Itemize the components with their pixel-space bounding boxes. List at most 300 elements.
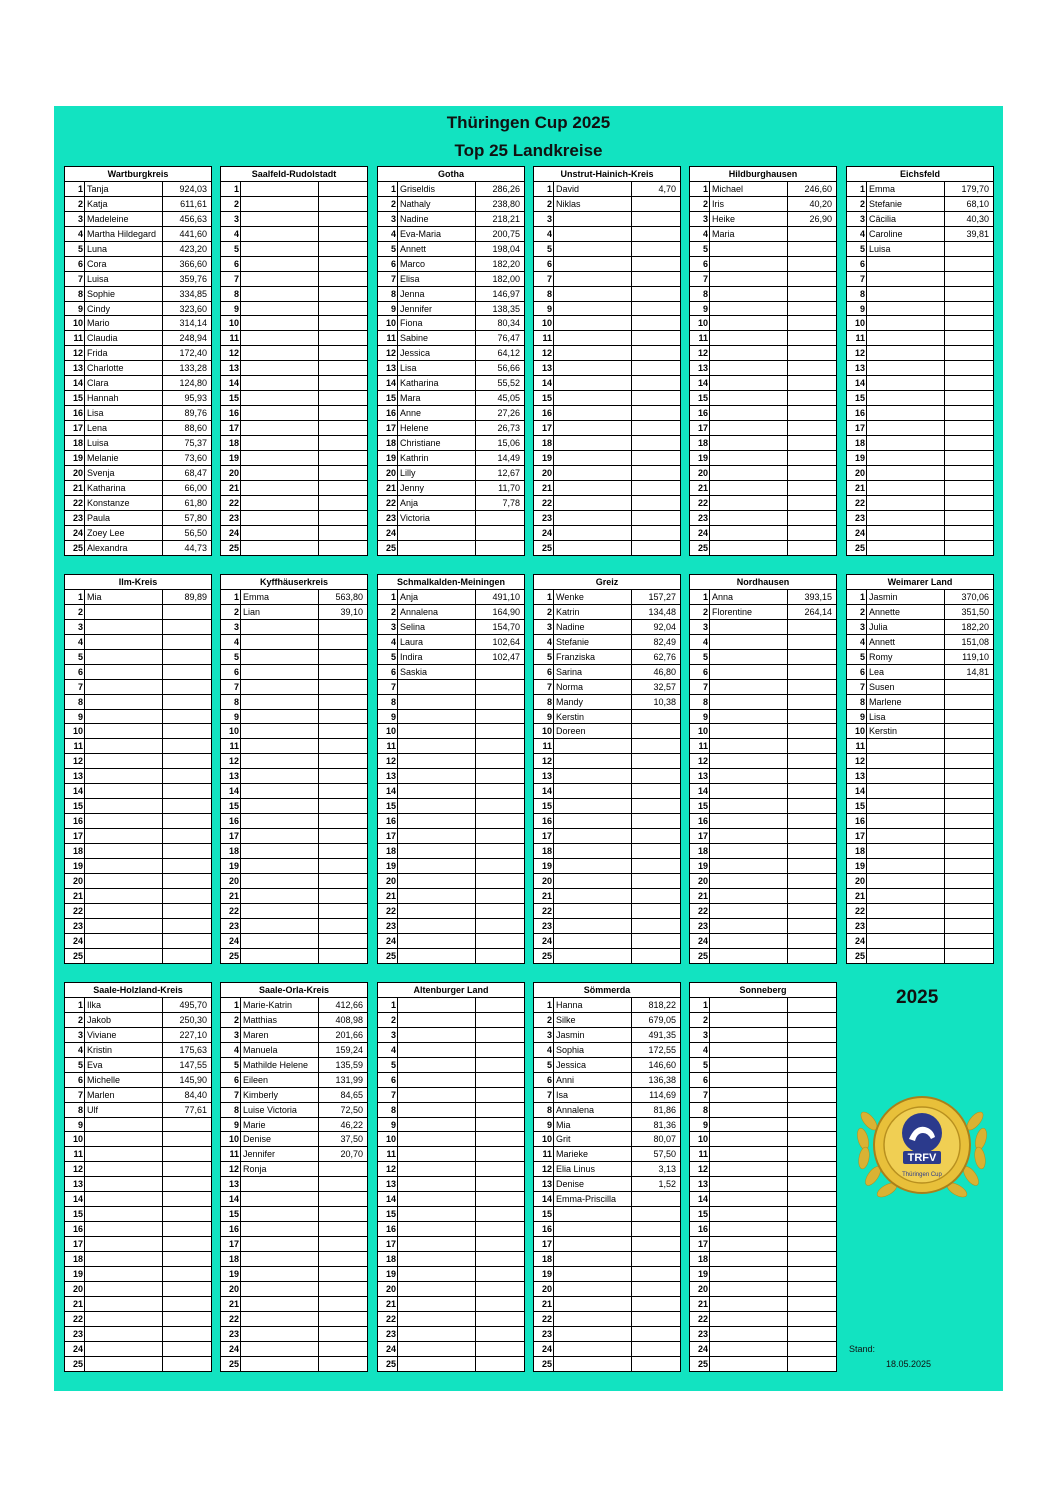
- table-row: [378, 904, 524, 919]
- rank-cell: 18: [534, 844, 554, 858]
- table-row: [534, 650, 680, 665]
- rank-cell: 15: [378, 1207, 398, 1221]
- table-row: [65, 754, 211, 769]
- points-cell: [945, 934, 991, 948]
- rank-cell: 15: [65, 391, 85, 405]
- rank-cell: 16: [534, 406, 554, 420]
- name-cell: Annalena: [398, 605, 476, 619]
- table-row: [534, 1118, 680, 1133]
- points-cell: 62,76: [653, 651, 676, 662]
- rank-cell: 13: [221, 1177, 241, 1191]
- points-cell: 179,70: [961, 184, 989, 194]
- table-row: [690, 197, 836, 212]
- points-cell: [788, 799, 834, 813]
- points-cell: 46,22: [340, 1119, 363, 1130]
- points-cell: [788, 784, 834, 798]
- district-name: Saale-Orla-Kreis: [221, 983, 367, 998]
- points-cell: 323,60: [179, 303, 207, 314]
- name-cell: [398, 1013, 476, 1027]
- points-cell: [476, 680, 522, 694]
- table-row: [65, 1162, 211, 1177]
- points-cell: [319, 829, 365, 843]
- rank-cell: 23: [65, 1327, 85, 1341]
- points-cell: [163, 724, 209, 738]
- points-cell: [788, 1162, 834, 1176]
- rank-cell: 10: [65, 724, 85, 738]
- name-cell: Emma-Priscilla: [554, 1192, 632, 1206]
- rank-cell: 25: [378, 541, 398, 556]
- rank-cell: 2: [690, 1013, 710, 1027]
- table-row: [378, 590, 524, 605]
- points-cell: [632, 1237, 678, 1251]
- table-row: [690, 1282, 836, 1297]
- table-row: [534, 1252, 680, 1267]
- table-row: [847, 769, 993, 784]
- points-cell: 80,07: [653, 1134, 676, 1145]
- name-cell: [85, 1252, 163, 1266]
- rank-cell: 19: [378, 1267, 398, 1281]
- rank-cell: 25: [847, 541, 867, 556]
- points-cell: 136,38: [648, 1074, 676, 1085]
- name-cell: Katrin: [554, 605, 632, 619]
- rank-cell: 10: [65, 1132, 85, 1146]
- points-cell: [788, 496, 834, 510]
- points-cell: [945, 695, 991, 709]
- rank-cell: 15: [534, 1207, 554, 1221]
- rank-cell: 6: [221, 665, 241, 679]
- points-cell: [163, 1162, 209, 1176]
- name-cell: [710, 1237, 788, 1251]
- name-cell: [398, 710, 476, 724]
- name-cell: Marlene: [867, 695, 945, 709]
- table-row: [221, 182, 367, 197]
- table-row: [65, 829, 211, 844]
- table-row: [847, 919, 993, 934]
- rank-cell: 24: [221, 934, 241, 948]
- rank-cell: 13: [378, 769, 398, 783]
- district-table: [846, 166, 994, 556]
- table-row: [847, 590, 993, 605]
- table-row: [378, 197, 524, 212]
- rank-cell: 15: [534, 799, 554, 813]
- points-cell: [163, 650, 209, 664]
- points-cell: [163, 1267, 209, 1281]
- points-cell: [632, 376, 678, 390]
- table-row: [65, 1132, 211, 1147]
- rank-cell: 20: [690, 874, 710, 888]
- name-cell: Paula: [85, 511, 163, 525]
- points-cell: 151,08: [961, 636, 989, 647]
- name-cell: [241, 272, 319, 286]
- name-cell: [710, 287, 788, 301]
- rank-cell: 8: [378, 287, 398, 301]
- rank-cell: 5: [690, 242, 710, 256]
- table-row: [221, 769, 367, 784]
- table-row: [65, 391, 211, 406]
- table-row: [690, 1103, 836, 1118]
- rank-cell: 6: [65, 665, 85, 679]
- rank-cell: 21: [65, 1297, 85, 1311]
- rank-cell: 16: [534, 1222, 554, 1236]
- table-row: [534, 406, 680, 421]
- rank-cell: 4: [221, 1043, 241, 1057]
- points-cell: [476, 1088, 522, 1102]
- name-cell: Lea: [867, 665, 945, 679]
- table-row: [221, 998, 367, 1013]
- name-cell: [554, 829, 632, 843]
- rank-cell: 17: [221, 829, 241, 843]
- name-cell: Michelle: [85, 1073, 163, 1087]
- name-cell: Mara: [398, 391, 476, 405]
- table-row: [847, 421, 993, 436]
- points-cell: [163, 829, 209, 843]
- table-row: [378, 635, 524, 650]
- points-cell: [632, 421, 678, 435]
- points-cell: [632, 1267, 678, 1281]
- name-cell: [85, 949, 163, 964]
- table-row: [378, 665, 524, 680]
- points-cell: [788, 949, 834, 964]
- points-cell: 80,34: [497, 318, 520, 329]
- points-cell: [632, 769, 678, 783]
- rank-cell: 3: [221, 1028, 241, 1042]
- table-row: [847, 197, 993, 212]
- name-cell: [554, 466, 632, 480]
- district-table: [689, 982, 837, 1372]
- name-cell: [710, 257, 788, 271]
- name-cell: [241, 904, 319, 918]
- table-row: [65, 998, 211, 1013]
- rank-cell: 16: [378, 814, 398, 828]
- rank-cell: 22: [847, 496, 867, 510]
- trfv-logo-icon: [847, 1081, 997, 1211]
- name-cell: Madeleine: [85, 212, 163, 226]
- district-table: [846, 574, 994, 964]
- points-cell: [476, 799, 522, 813]
- table-row: [221, 1207, 367, 1222]
- table-row: [378, 1028, 524, 1043]
- rank-cell: 4: [690, 1043, 710, 1057]
- name-cell: [710, 361, 788, 375]
- table-row: [534, 1222, 680, 1237]
- points-cell: [945, 451, 991, 465]
- rank-cell: 20: [221, 874, 241, 888]
- table-row: [690, 998, 836, 1013]
- points-cell: 39,10: [340, 606, 363, 617]
- table-row: [378, 710, 524, 725]
- table-row: [65, 739, 211, 754]
- points-cell: [476, 739, 522, 753]
- name-cell: [398, 1043, 476, 1057]
- table-row: [690, 814, 836, 829]
- table-row: [221, 784, 367, 799]
- table-row: [690, 346, 836, 361]
- name-cell: [241, 769, 319, 783]
- points-cell: 133,28: [179, 363, 207, 374]
- points-cell: [476, 1267, 522, 1281]
- name-cell: [867, 541, 945, 556]
- table-row: [534, 496, 680, 511]
- table-row: [534, 1192, 680, 1207]
- table-row: [221, 436, 367, 451]
- name-cell: [241, 799, 319, 813]
- name-cell: [710, 346, 788, 360]
- name-cell: [85, 1237, 163, 1251]
- points-cell: [788, 1177, 834, 1191]
- rank-cell: 24: [690, 934, 710, 948]
- name-cell: [398, 934, 476, 948]
- rank-cell: 5: [378, 1058, 398, 1072]
- name-cell: [554, 859, 632, 873]
- name-cell: [241, 695, 319, 709]
- name-cell: [85, 650, 163, 664]
- rank-cell: 9: [65, 302, 85, 316]
- rank-cell: 10: [690, 724, 710, 738]
- table-row: [847, 391, 993, 406]
- points-cell: [163, 1147, 209, 1161]
- table-row: [221, 650, 367, 665]
- table-row: [690, 436, 836, 451]
- name-cell: [710, 1177, 788, 1191]
- points-cell: 11,70: [498, 482, 520, 493]
- rank-cell: 18: [534, 436, 554, 450]
- table-row: [378, 829, 524, 844]
- points-cell: [945, 874, 991, 888]
- table-row: [378, 1177, 524, 1192]
- points-cell: [163, 1327, 209, 1341]
- name-cell: [710, 481, 788, 495]
- name-cell: [554, 1357, 632, 1372]
- table-row: [378, 257, 524, 272]
- name-cell: [710, 1312, 788, 1326]
- points-cell: 393,15: [804, 592, 832, 602]
- table-row: [221, 1162, 367, 1177]
- table-row: [534, 829, 680, 844]
- rank-cell: 15: [847, 391, 867, 405]
- rank-cell: 21: [378, 481, 398, 495]
- rank-cell: 8: [534, 287, 554, 301]
- rank-cell: 20: [690, 466, 710, 480]
- table-row: [378, 182, 524, 197]
- points-cell: [632, 242, 678, 256]
- rank-cell: 4: [690, 635, 710, 649]
- points-cell: [632, 754, 678, 768]
- points-cell: [945, 316, 991, 330]
- table-row: [65, 605, 211, 620]
- rank-cell: 24: [65, 1342, 85, 1356]
- rank-cell: 22: [534, 1312, 554, 1326]
- points-cell: 314,14: [179, 318, 207, 329]
- name-cell: [554, 1297, 632, 1311]
- table-row: [378, 421, 524, 436]
- points-cell: 44,73: [184, 542, 207, 553]
- rank-cell: 12: [378, 754, 398, 768]
- name-cell: [85, 665, 163, 679]
- rank-cell: 3: [221, 620, 241, 634]
- table-row: [378, 331, 524, 346]
- table-row: [378, 1132, 524, 1147]
- points-cell: 359,76: [179, 273, 207, 284]
- table-row: [378, 242, 524, 257]
- name-cell: [554, 769, 632, 783]
- rank-cell: 15: [65, 799, 85, 813]
- points-cell: 334,85: [179, 288, 207, 299]
- table-row: [847, 436, 993, 451]
- name-cell: [867, 391, 945, 405]
- table-row: [690, 287, 836, 302]
- name-cell: [710, 799, 788, 813]
- table-row: [65, 590, 211, 605]
- table-row: [378, 1327, 524, 1342]
- rank-cell: 21: [847, 889, 867, 903]
- table-row: [847, 272, 993, 287]
- table-row: [65, 496, 211, 511]
- table-row: [65, 1327, 211, 1342]
- table-row: [378, 1252, 524, 1267]
- points-cell: [319, 272, 365, 286]
- name-cell: [241, 680, 319, 694]
- table-row: [65, 1073, 211, 1088]
- rank-cell: 15: [534, 391, 554, 405]
- name-cell: [867, 874, 945, 888]
- rank-cell: 9: [534, 1118, 554, 1132]
- rank-cell: 18: [847, 844, 867, 858]
- points-cell: [163, 710, 209, 724]
- name-cell: [398, 1267, 476, 1281]
- name-cell: [398, 844, 476, 858]
- table-row: [221, 1103, 367, 1118]
- points-cell: [476, 695, 522, 709]
- name-cell: Eileen: [241, 1073, 319, 1087]
- table-row: [378, 769, 524, 784]
- points-cell: [788, 1252, 834, 1266]
- table-row: [847, 829, 993, 844]
- table-row: [65, 1282, 211, 1297]
- rank-cell: 23: [221, 511, 241, 525]
- table-row: [534, 302, 680, 317]
- rank-cell: 2: [378, 605, 398, 619]
- rank-cell: 7: [65, 680, 85, 694]
- points-cell: [163, 934, 209, 948]
- name-cell: Wenke: [554, 590, 632, 604]
- table-row: [65, 1013, 211, 1028]
- points-cell: [476, 829, 522, 843]
- rank-cell: 20: [690, 1282, 710, 1296]
- name-cell: [398, 874, 476, 888]
- name-cell: Frida: [85, 346, 163, 360]
- points-cell: [632, 724, 678, 738]
- points-cell: 131,99: [335, 1074, 363, 1085]
- table-row: [690, 1132, 836, 1147]
- table-row: [847, 376, 993, 391]
- rank-cell: 18: [534, 1252, 554, 1266]
- table-row: [534, 1177, 680, 1192]
- table-row: [534, 182, 680, 197]
- name-cell: [241, 526, 319, 540]
- name-cell: Cora: [85, 257, 163, 271]
- table-row: [65, 1207, 211, 1222]
- points-cell: [945, 257, 991, 271]
- table-row: [65, 287, 211, 302]
- points-cell: 679,05: [648, 1014, 676, 1025]
- rank-cell: 7: [534, 680, 554, 694]
- rank-cell: 22: [690, 496, 710, 510]
- table-row: [221, 1088, 367, 1103]
- table-row: [534, 421, 680, 436]
- points-cell: 182,20: [492, 258, 520, 269]
- points-cell: [476, 511, 522, 525]
- rank-cell: 11: [534, 1147, 554, 1161]
- points-cell: 351,50: [961, 606, 989, 617]
- rank-cell: 18: [221, 844, 241, 858]
- points-cell: [945, 466, 991, 480]
- table-row: [65, 1147, 211, 1162]
- rank-cell: 4: [221, 635, 241, 649]
- name-cell: [85, 739, 163, 753]
- name-cell: [710, 904, 788, 918]
- name-cell: [85, 859, 163, 873]
- table-row: [378, 1162, 524, 1177]
- name-cell: [85, 919, 163, 933]
- points-cell: 66,00: [184, 482, 207, 493]
- rank-cell: 17: [847, 421, 867, 435]
- points-cell: [632, 1342, 678, 1356]
- table-row: [378, 1103, 524, 1118]
- name-cell: [85, 1207, 163, 1221]
- points-cell: 26,73: [497, 423, 520, 433]
- name-cell: Jakob: [85, 1013, 163, 1027]
- name-cell: [398, 1342, 476, 1356]
- rank-cell: 15: [221, 799, 241, 813]
- rank-cell: 8: [378, 1103, 398, 1117]
- points-cell: [319, 739, 365, 753]
- table-row: [221, 421, 367, 436]
- table-row: [221, 376, 367, 391]
- table-row: [378, 919, 524, 934]
- points-cell: [163, 769, 209, 783]
- points-cell: [788, 511, 834, 525]
- rank-cell: 1: [534, 182, 554, 196]
- name-cell: [398, 1162, 476, 1176]
- name-cell: [710, 1088, 788, 1102]
- points-cell: [319, 889, 365, 903]
- rank-cell: 21: [378, 1297, 398, 1311]
- points-cell: [788, 227, 834, 241]
- table-row: [221, 1237, 367, 1252]
- table-row: [65, 511, 211, 526]
- points-cell: [788, 376, 834, 390]
- points-cell: 147,55: [179, 1059, 207, 1070]
- rank-cell: 1: [65, 998, 85, 1012]
- rank-cell: 14: [65, 1192, 85, 1206]
- points-cell: [476, 1312, 522, 1326]
- table-row: [534, 361, 680, 376]
- table-row: [534, 1132, 680, 1147]
- page-subtitle: Top 25 Landkreise: [454, 141, 603, 160]
- rank-cell: 19: [378, 451, 398, 465]
- name-cell: [710, 511, 788, 525]
- points-cell: [319, 496, 365, 510]
- name-cell: Mathilde Helene: [241, 1058, 319, 1072]
- name-cell: Viviane: [85, 1028, 163, 1042]
- points-cell: 198,04: [492, 243, 520, 254]
- table-row: [65, 1222, 211, 1237]
- table-row: [847, 496, 993, 511]
- rank-cell: 6: [534, 1073, 554, 1087]
- rank-cell: 13: [534, 1177, 554, 1191]
- name-cell: Victoria: [398, 511, 476, 525]
- points-cell: [319, 1342, 365, 1356]
